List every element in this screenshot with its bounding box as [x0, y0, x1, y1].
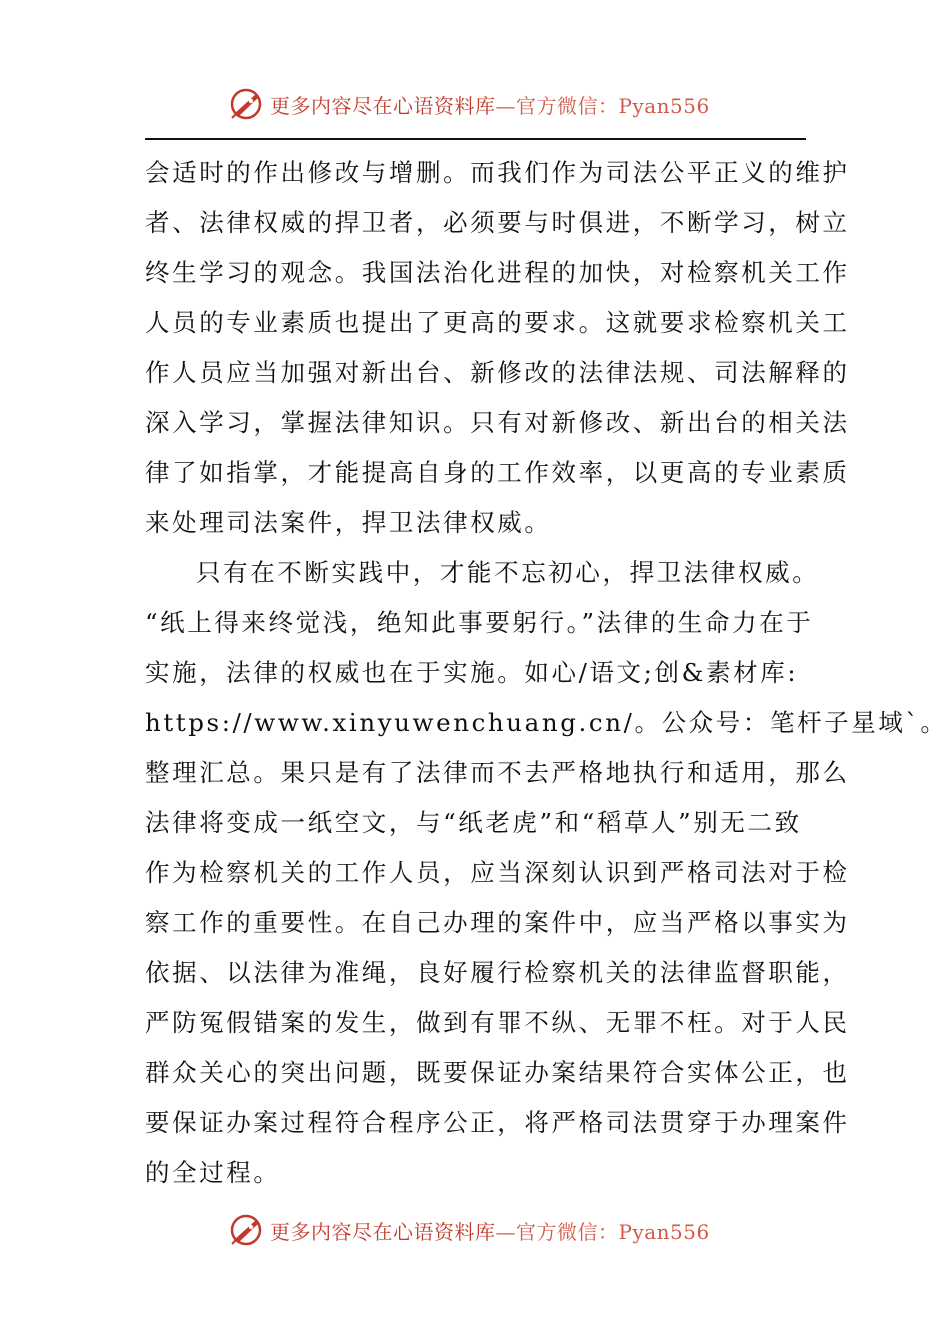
header-brand-main: 更多内容尽在心语资料库 [270, 93, 496, 118]
text-line: 来处理司法案件，捍卫法律权威。 [145, 508, 552, 537]
text-line: 严防冤假错案的发生，做到有罪不纵、无罪不枉。对于人民 [145, 1008, 850, 1037]
header-brand [228, 84, 710, 124]
text-line: 作人员应当加强对新出台、新修改的法律法规、司法解释的 [145, 358, 850, 387]
text-line: 察工作的重要性。在自己办理的案件中，应当严格以事实为 [145, 908, 850, 937]
text-line: 要保证办案过程符合程序公正，将严格司法贯穿于办理案件 [145, 1108, 850, 1137]
text-line-paragraph-start: 只有在不断实践中，才能不忘初心，捍卫法律权威。 [196, 558, 820, 587]
header-brand-tail: —官方微信：Pyan556 [495, 93, 710, 118]
header-brand-text [270, 90, 710, 119]
text-line: 法律将变成一纸空文，与“纸老虎”和“稻草人”别无二致 [145, 808, 802, 837]
text-line: 深入学习，掌握法律知识。只有对新修改、新出台的相关法 [145, 408, 850, 437]
text-line: 者、法律权威的捍卫者，必须要与时俱进，不断学习，树立 [145, 208, 850, 237]
pen-nib-circle-icon [228, 1212, 264, 1248]
text-line: 的全过程。 [145, 1158, 281, 1187]
header-divider [145, 138, 806, 140]
text-line: 律了如指掌，才能提高自身的工作效率，以更高的专业素质 [145, 458, 850, 487]
footer-brand [228, 1210, 710, 1250]
text-line-url: https://www.xinyuwenchuang.cn/。公众号：笔杆子星域`。 [145, 708, 948, 737]
text-line: 实施，法律的权威也在于实施。如心/语文;创&素材库: [145, 658, 799, 687]
text-line: 依据、以法律为准绳，良好履行检察机关的法律监督职能， [145, 958, 850, 987]
footer-brand-main: 更多内容尽在心语资料库 [270, 1219, 496, 1244]
text-line: 整理汇总。果只是有了法律而不去严格地执行和适用，那么 [145, 758, 850, 787]
text-line: “纸上得来终觉浅，绝知此事要躬行。”法律的生命力在于 [145, 608, 814, 637]
text-line: 人员的专业素质也提出了更高的要求。这就要求检察机关工 [145, 308, 850, 337]
footer-brand-text [270, 1216, 710, 1245]
pen-nib-circle-icon [228, 86, 264, 122]
footer-brand-tail: —官方微信：Pyan556 [495, 1219, 710, 1244]
text-line: 会适时的作出修改与增删。而我们作为司法公平正义的维护 [145, 158, 850, 187]
text-line: 终生学习的观念。我国法治化进程的加快，对检察机关工作 [145, 258, 850, 287]
text-line: 作为检察机关的工作人员，应当深刻认识到严格司法对于检 [145, 858, 850, 887]
text-line: 群众关心的突出问题，既要保证办案结果符合实体公正，也 [145, 1058, 850, 1087]
document-body [145, 148, 948, 1198]
